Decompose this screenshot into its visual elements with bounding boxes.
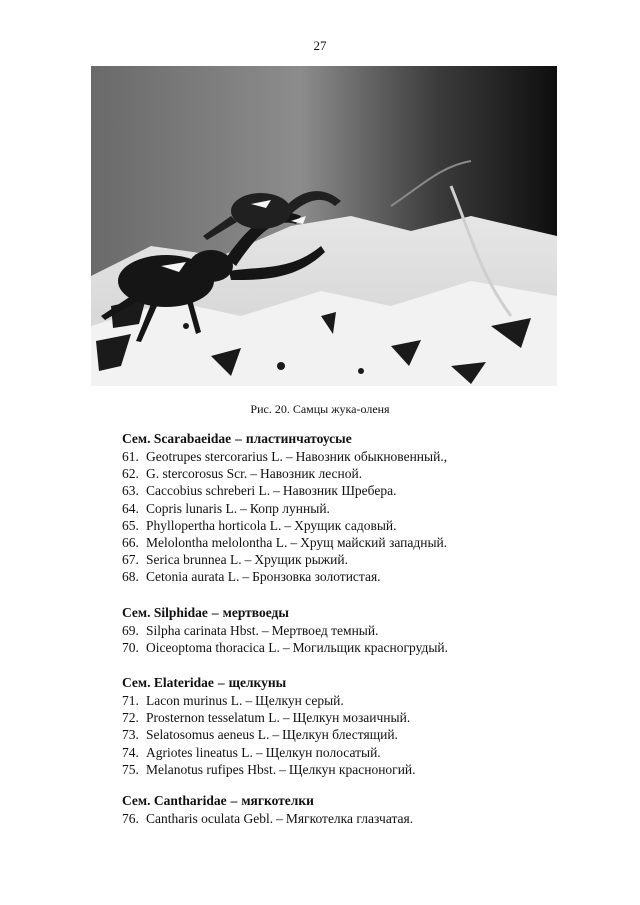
species-russian-name: Хрущ майский западный. [300, 535, 448, 551]
species-item [122, 709, 542, 726]
family-section [122, 674, 542, 778]
dash-separator: – [235, 431, 242, 446]
dash-separator: – [217, 675, 225, 690]
species-latin-name: G. stercorosus Scr. [146, 466, 248, 482]
family-name: Сем. Elateridae [122, 675, 214, 690]
species-latin-name: Oiceoptoma thoracica L. [146, 640, 280, 656]
family-common-name: мертвоеды [222, 605, 289, 620]
species-list [122, 448, 542, 586]
species-item [122, 500, 542, 517]
family-name: Сем. Silphidae [122, 605, 208, 620]
dash-separator: – [211, 605, 219, 620]
species-item [122, 622, 542, 639]
dash-separator: – [261, 623, 269, 638]
species-number: 73. [122, 727, 139, 743]
dash-separator: – [290, 535, 298, 551]
species-latin-name: Serica brunnea L. [146, 552, 242, 568]
species-russian-name: Хрущик рыжий. [254, 552, 348, 568]
species-russian-name: Копр лунный. [249, 500, 330, 516]
species-list [122, 692, 542, 778]
family-common-name: мягкотелки [241, 793, 314, 808]
species-russian-name: Навозник Шребера. [282, 483, 397, 499]
dash-separator: – [250, 466, 257, 482]
species-russian-name: Навозник обыкновенный., [295, 449, 448, 464]
species-russian-name: Мертвоед темный. [271, 623, 379, 638]
page-number: 27 [313, 38, 327, 53]
species-item [122, 744, 542, 761]
species-russian-name: Хрущик садовый. [294, 517, 397, 533]
species-latin-name: Selatosomus aeneus L. [146, 727, 270, 743]
species-item [122, 568, 542, 585]
species-item [122, 534, 542, 551]
dash-separator: – [282, 710, 290, 726]
species-latin-name: Geotrupes stercorarius L. [146, 449, 283, 464]
species-number: 64. [122, 500, 139, 516]
species-number: 63. [122, 483, 139, 499]
species-item [122, 761, 542, 778]
family-section [122, 792, 542, 827]
dash-separator: – [242, 569, 250, 585]
species-latin-name: Phyllopertha horticola L. [146, 517, 282, 533]
species-latin-name: Lacon murinus L. [146, 693, 243, 708]
species-latin-name: Prosternon tesselatum L. [146, 710, 280, 726]
species-latin-name: Cantharis oculata Gebl. [146, 811, 274, 826]
dash-separator: – [230, 793, 238, 808]
species-russian-name: Мягкотелка глазчатая. [285, 811, 414, 826]
species-number: 62. [122, 466, 139, 482]
species-number: 69. [122, 623, 139, 638]
family-heading [122, 604, 542, 621]
species-number: 67. [122, 552, 139, 568]
family-name: Сем. Cantharidae [122, 793, 227, 808]
species-latin-name: Melanotus rufipes Hbst. [146, 761, 277, 777]
species-list [122, 622, 542, 656]
dash-separator: – [276, 811, 283, 826]
species-russian-name: Бронзовка золотистая. [252, 569, 381, 585]
dash-separator: – [272, 727, 280, 743]
dash-separator: – [285, 449, 293, 464]
species-number: 65. [122, 517, 139, 533]
dash-separator: – [245, 693, 253, 708]
species-item [122, 639, 542, 656]
species-number: 74. [122, 744, 139, 760]
species-item [122, 465, 542, 482]
species-latin-name: Silpha carinata Hbst. [146, 623, 259, 638]
stag-beetle-photo [91, 66, 557, 386]
species-russian-name: Щелкун полосатый. [265, 744, 381, 760]
dash-separator: – [279, 761, 286, 777]
species-number: 71. [122, 693, 139, 708]
species-latin-name: Melolontha melolontha L. [146, 535, 288, 551]
species-item [122, 551, 542, 568]
species-number: 61. [122, 449, 139, 464]
species-item [122, 810, 542, 827]
species-russian-name: Щелкун блестящий. [282, 727, 398, 743]
species-number: 68. [122, 569, 139, 585]
family-section [122, 604, 542, 656]
species-item [122, 448, 542, 465]
species-latin-name: Cetonia aurata L. [146, 569, 240, 585]
species-list [122, 810, 542, 827]
family-section [122, 430, 542, 586]
species-number: 66. [122, 535, 139, 551]
species-number: 72. [122, 710, 139, 726]
species-russian-name: Навозник лесной. [260, 466, 363, 482]
family-heading [122, 674, 542, 691]
family-heading [122, 430, 542, 447]
species-number: 75. [122, 761, 139, 777]
dash-separator: – [240, 500, 247, 516]
species-number: 76. [122, 811, 139, 826]
species-item [122, 482, 542, 499]
dash-separator: – [255, 744, 263, 760]
dash-separator: – [282, 640, 290, 656]
figure-caption: Рис. 20. Самцы жука-оленя [250, 402, 390, 416]
species-russian-name: Щелкун серый. [255, 693, 344, 708]
family-name: Сем. Scarabaeidae [122, 431, 232, 446]
species-russian-name: Могильщик красногрудый. [292, 640, 449, 656]
family-common-name: пластинчатоусые [245, 431, 352, 446]
species-item [122, 726, 542, 743]
species-number: 70. [122, 640, 139, 656]
family-heading [122, 792, 542, 809]
dash-separator: – [244, 552, 252, 568]
species-russian-name: Щелкун мозаичный. [292, 710, 411, 726]
dash-separator: – [284, 517, 292, 533]
species-item [122, 692, 542, 709]
species-latin-name: Copris lunaris L. [146, 500, 238, 516]
family-common-name: щелкуны [228, 675, 287, 690]
species-russian-name: Щелкун красноногий. [288, 761, 416, 777]
dash-separator: – [273, 483, 280, 499]
species-latin-name: Agriotes lineatus L. [146, 744, 253, 760]
species-item [122, 517, 542, 534]
species-latin-name: Caccobius schreberi L. [146, 483, 271, 499]
